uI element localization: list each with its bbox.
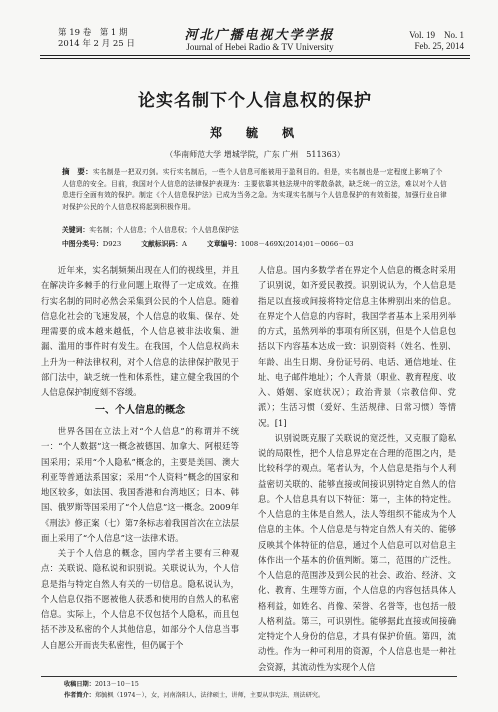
- received-date: 2013－10－15: [94, 681, 139, 688]
- author-bio-label: 作者简介：: [64, 692, 95, 699]
- abstract-text: 实名制是一把双刃剑。实行实名制后，一些个人信息可能被用于盈利目的。但是，实名制也是一定程度上影响了个人信息的安全。目前，我国对个人信息的法律保护表现为：主要依靠其他法规中的零散条款，缺乏统一的立法，难以对个人信息进行全面有效的保护。制定《个人信息保护法》已成为当务之急。为实现实名制与个人信息保护的有效衔接，加强行业自律对保护公民的个人信息权将起到积极作用。: [62, 168, 447, 211]
- clc-field: [62, 238, 121, 248]
- article-title: 论实名制下个人信息权的保护: [138, 91, 372, 111]
- header-right: [409, 28, 464, 51]
- clc-value: D923: [102, 240, 122, 248]
- keywords: [62, 224, 447, 234]
- footnote-author: [64, 691, 324, 701]
- article-no-value: 1008－469X(2014)01－0066－03: [240, 240, 354, 248]
- section-heading: 一、个人信息的概念: [95, 405, 185, 416]
- intro-paragraph: 近年来，实名制频频出现在人们的视线里，并且在解决许多棘手的行业问题上取得了一定成效。在推行实名制的同时必然会采集到公民的个人信息。随着信息化社会的飞速发展，个人信息的收集、保存、处理需要的成本越来越低，个人信息被非法收集、泄漏、滥用的事件时有发生。在我国，个人信息权尚未上升为一种法律权利，对个人信息的法律保护散见于部门法中，缺乏统一性和体系性，建立健全我国的个人信息保护制度刻不容缓。: [41, 265, 239, 397]
- author-bio: 郑毓枫（1974－），女，河南洛阳人，法律硕士，讲师，主要从事宪法、刑法研究。: [94, 692, 325, 699]
- footnote-rule: [41, 676, 457, 677]
- clc-label: 中图分类号：: [62, 240, 103, 248]
- header-left: [58, 28, 135, 50]
- keywords-text: 实名制；个人信息；个人信息权；个人信息保护法: [89, 226, 239, 234]
- classification-line: [62, 238, 447, 248]
- journal-name-cn: 河北广播电视大学学报: [184, 28, 335, 43]
- left-column-intro: [41, 263, 239, 400]
- header-rule-thin: [40, 58, 470, 59]
- journal-name-en: Journal of Hebei Radio & TV University: [186, 42, 334, 52]
- article-affiliation: （华南师范大学 增城学院，广东 广州 511363）: [165, 150, 345, 159]
- doc-code-label: 文献标识码：: [141, 240, 182, 248]
- body-paragraph: 人信息。国内多数学者在界定个人信息的概念时采用了识别说，如齐爱民教授。识别说认为，个人信息是指足以直接或间接将特定信息主体辨别出来的信息。在界定个人信息的内容时，我国学者基本上采用列举的方式，虽然列举的事项有所区别，但是个人信息包括以下内容基本达成一致：识别资料（姓名、性别、年龄、出生日期、身份证号码、电话、通信地址、住址、电子邮件地址）；个人背景（职业、教育程度、收入、婚姻、家庭状况）；政治背景（宗教信仰、党派）；生活习惯（爱好、生活规律、日常习惯）等情况。[1]: [258, 265, 456, 428]
- keywords-label: 关键词：: [62, 226, 90, 234]
- header-rule-thick: [40, 55, 470, 56]
- body-paragraph: 关于个人信息的概念，国内学者主要有三种观点：关联说、隐私说和识别说。关联说认为，个人信息是指与特定自然人有关的一切信息。隐私说认为，个人信息仅指不愿被他人获悉和使用的自然人的私密信息。实际上，个人信息不仅包括个人隐私，而且包括不涉及私密的个人其他信息，如部分个人信息当事人自愿公开而丧失私密性，但仍属于个: [41, 548, 239, 650]
- body-paragraph: 世界各国在立法上对“个人信息”的称谓并不统一：“个人数据”这一概念被德国、加拿大、阿根廷等国采用；采用“个人隐私”概念的，主要是美国、澳大利亚等普通法系国家；采用“个人资料”概念的国家和地区较多，如法国、我国香港和台湾地区；日本、韩国、俄罗斯等国采用了“个人信息”这一概念。2009年《刑法》修正案（七）第7条标志着我国首次在立法层面上采用了“个人信息”这一法律术语。: [41, 426, 239, 543]
- issue-date-en: Feb. 25, 2014: [414, 41, 464, 51]
- issue-date: 2014 年 2 月 25 日: [58, 39, 135, 49]
- left-column-section: [41, 424, 239, 653]
- abstract-label: 摘 要：: [62, 167, 93, 176]
- abstract: [62, 166, 447, 213]
- received-label: 收稿日期：: [64, 681, 95, 688]
- body-paragraph: 识别说既克服了关联说的宽泛性，又克服了隐私说的局限性，把个人信息界定在合理的范围之内，是比较科学的观点。笔者认为，个人信息是指与个人利益密切关联的、能够直接或间接识别特定自然人的信息。个人信息具有以下特征：第一，主体的特定性。个人信息的主体是自然人，法人等组织不能成为个人信息的主体。个人信息是与特定自然人有关的、能够反映其个体特征的信息，通过个人信息可以对信息主体作出一个基本的价值判断。第二，范围的广泛性。个人信息的范围涉及到公民的社会、政治、经济、文化、教育、生理等方面，个人信息的内容包括具体人格利益，如姓名、肖像、荣誉、名誉等，也包括一般人格利益。第三，可识别性。能够据此直接或间接确定特定个人身份的信息，才具有保护价值。第四，流动性。作为一种可利用的资源，个人信息也是一种社会资源，其流动性为实现个人信: [258, 432, 456, 672]
- doc-code-value: A: [182, 240, 187, 248]
- article-no-label: 文章编号：: [206, 240, 241, 248]
- issue-volume: 第 19 卷 第 1 期: [58, 28, 128, 38]
- footnote-received: [64, 680, 139, 690]
- doc-code-field: [141, 238, 187, 248]
- issue-volume-en: Vol. 19 No. 1: [409, 30, 464, 40]
- article-no-field: [207, 238, 354, 248]
- article-author: 郑 毓 枫: [209, 126, 300, 140]
- right-column: [258, 263, 456, 675]
